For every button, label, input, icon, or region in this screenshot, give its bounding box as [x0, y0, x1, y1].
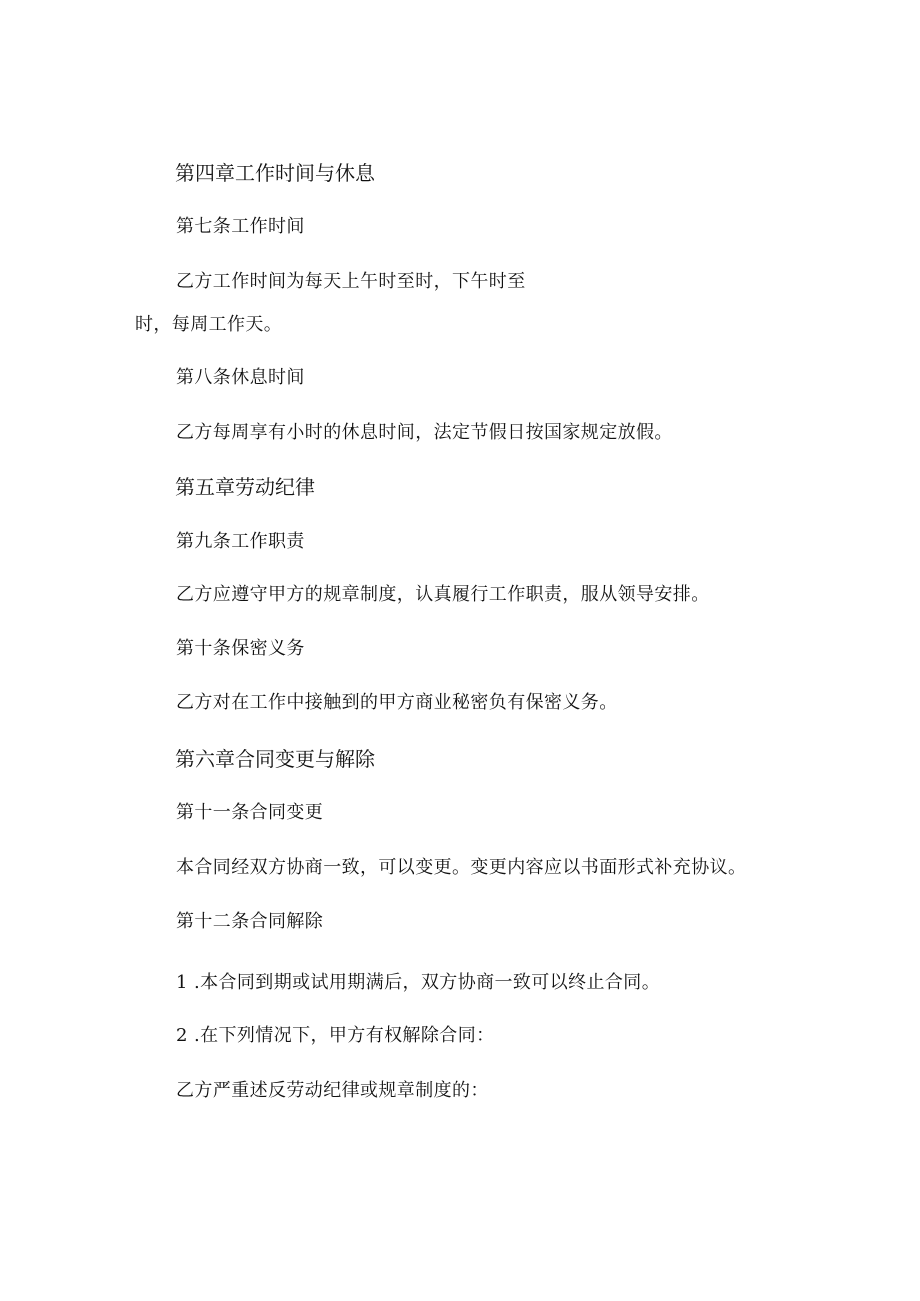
article-12-item-2-sub-1: 乙方严重述反劳动纪律或规章制度的： [176, 1080, 489, 1101]
article-12-title: 第十二条合同解除 [176, 911, 324, 932]
article-10-text: 乙方对在工作中接触到的甲方商业秘密负有保密义务。 [176, 692, 618, 713]
article-10-title: 第十条保密义务 [176, 638, 305, 659]
chapter-6-heading: 第六章合同变更与解除 [175, 747, 375, 771]
article-7-text-line-1: 乙方工作时间为每天上午时至时，下午时至 [176, 271, 526, 292]
chapter-5-heading: 第五章劳动纪律 [175, 475, 315, 499]
article-7-title: 第七条工作时间 [176, 216, 305, 237]
article-12-item-2: 2 .在下列情况下，甲方有权解除合同： [176, 1025, 495, 1046]
article-7-text-line-2: 时，每周工作天。 [135, 314, 283, 335]
article-11-title: 第十一条合同变更 [176, 802, 324, 823]
article-9-text: 乙方应遵守甲方的规章制度，认真履行工作职责，服从领导安排。 [176, 584, 710, 605]
chapter-4-heading: 第四章工作时间与休息 [175, 161, 375, 185]
article-8-text: 乙方每周享有小时的休息时间，法定节假日按国家规定放假。 [176, 422, 673, 443]
article-9-title: 第九条工作职责 [176, 531, 305, 552]
article-11-text: 本合同经双方协商一致，可以变更。变更内容应以书面形式补充协议。 [176, 857, 747, 878]
article-12-item-1: 1 .本合同到期或试用期满后，双方协商一致可以终止合同。 [176, 972, 661, 993]
article-8-title: 第八条休息时间 [176, 367, 305, 388]
